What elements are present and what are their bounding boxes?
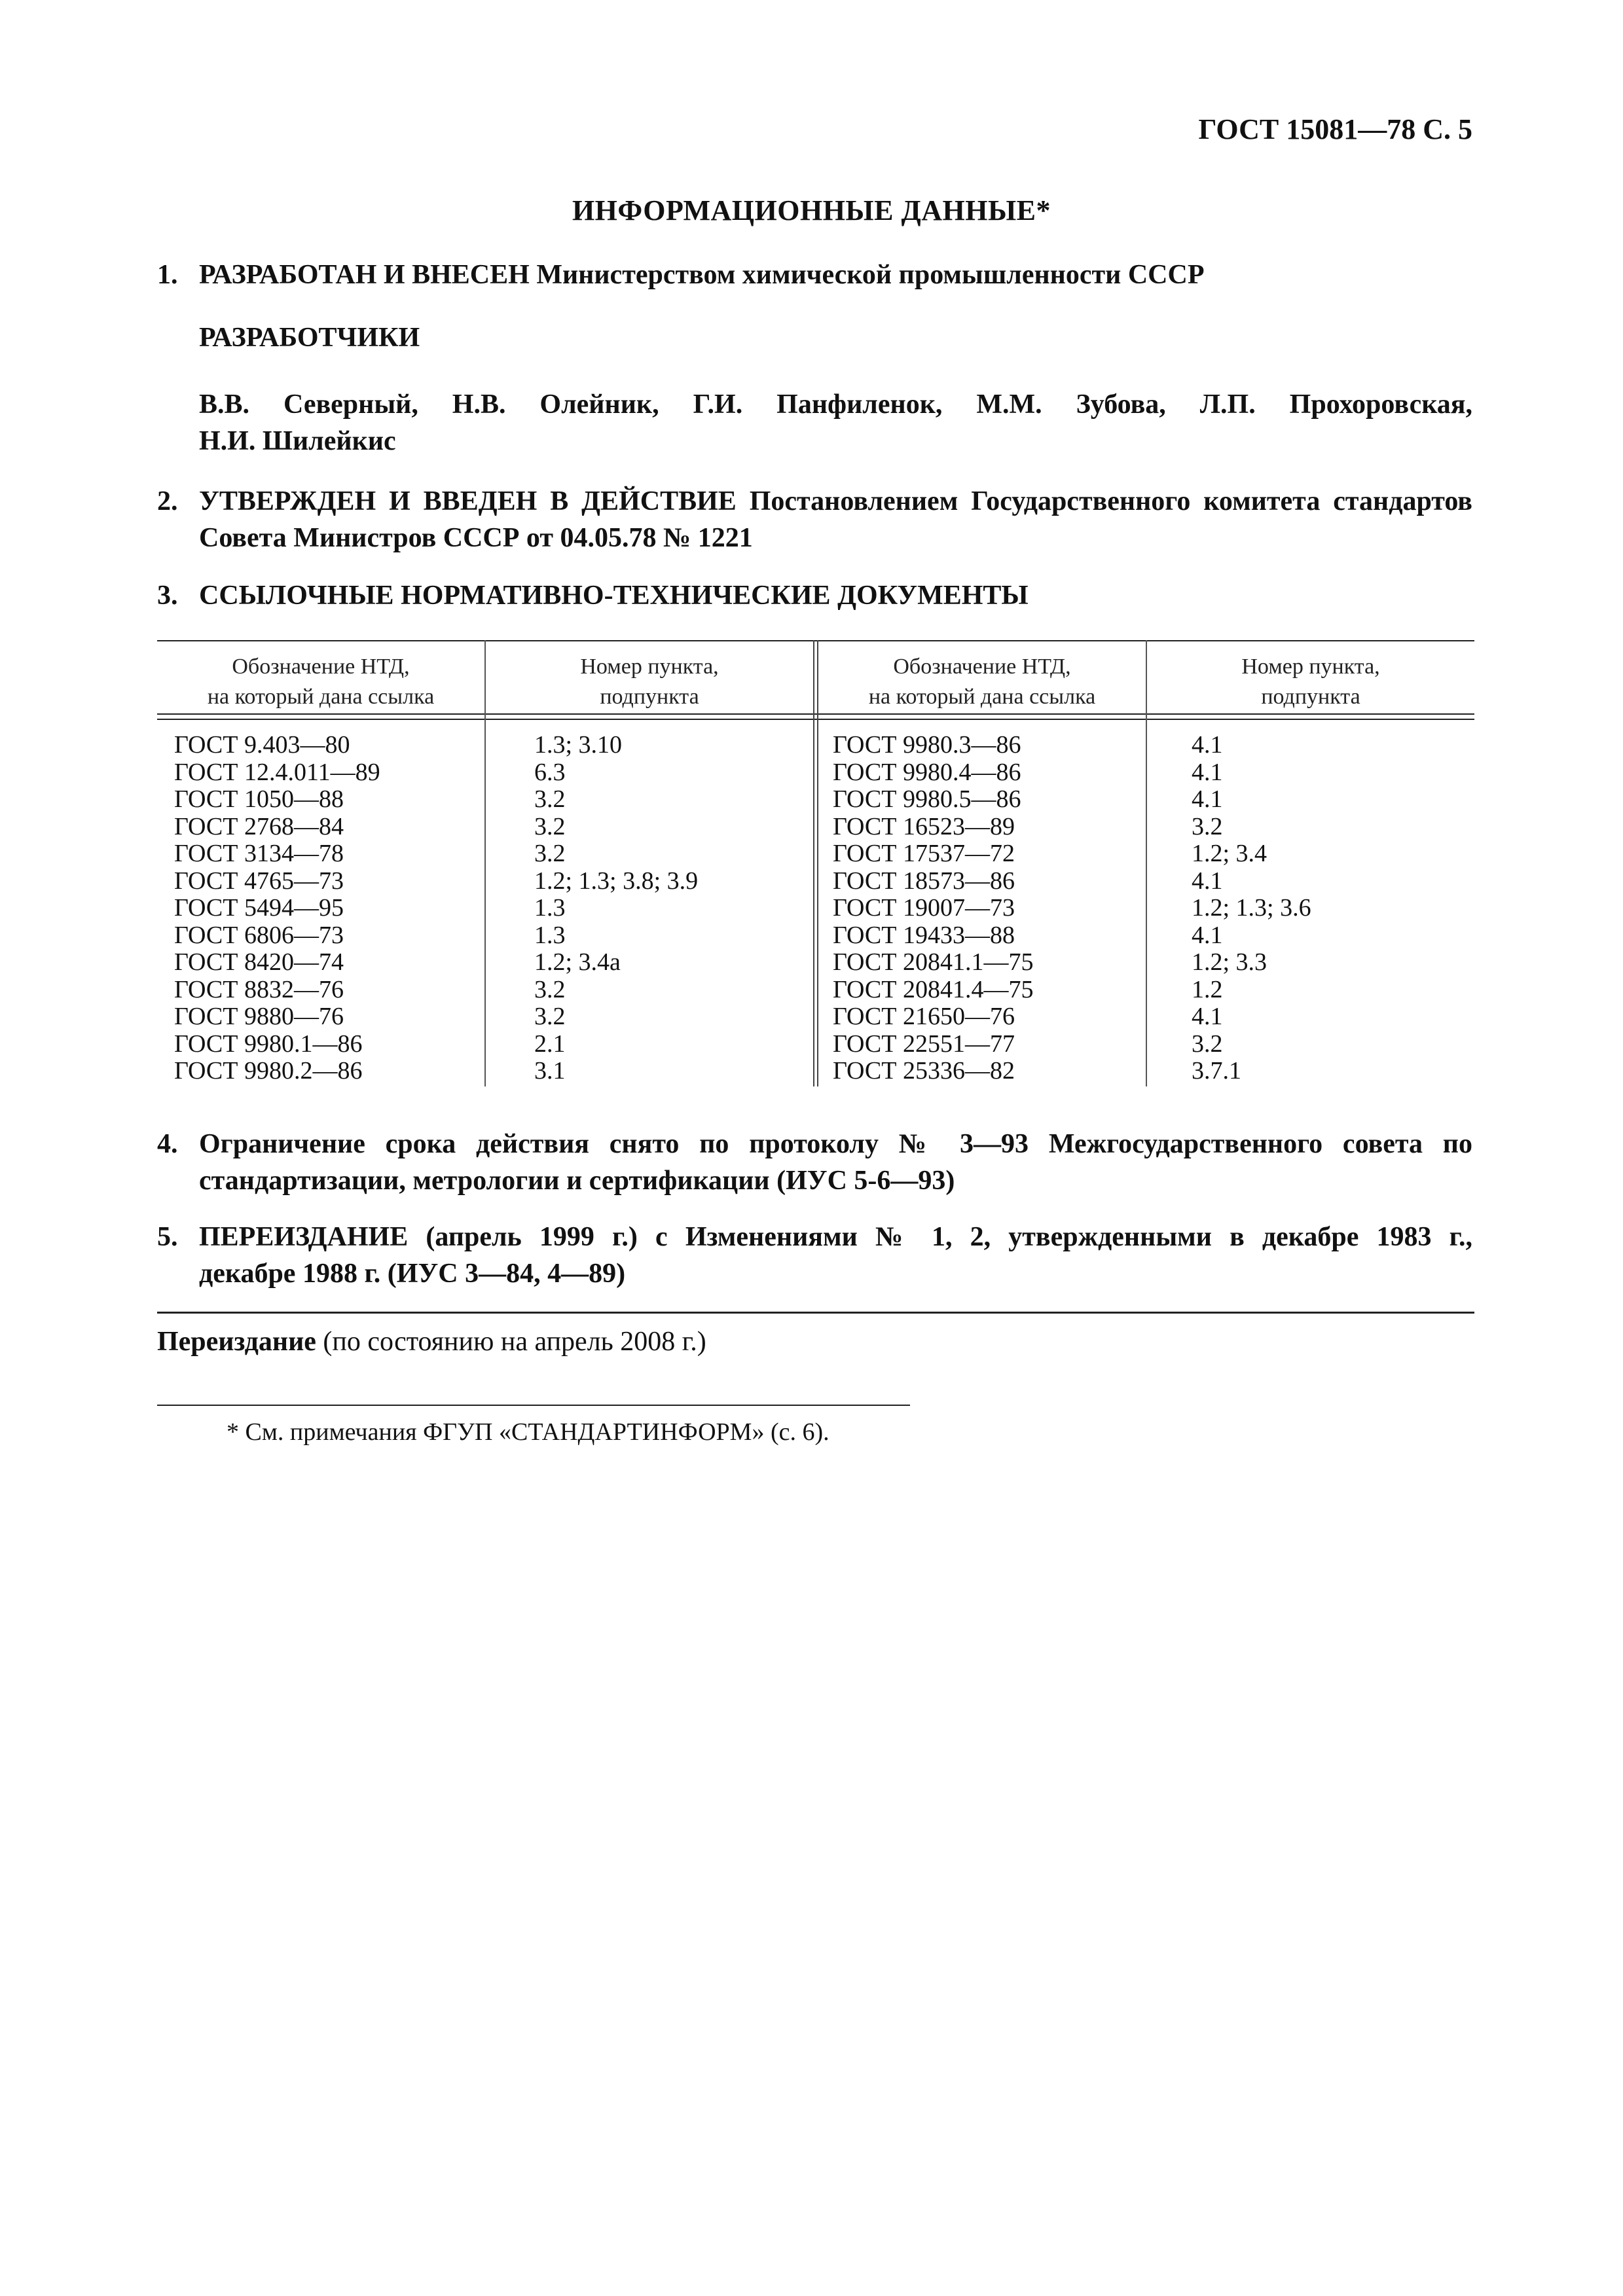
developers-names (199, 386, 1472, 459)
table-cell: 4.1 (1192, 731, 1223, 759)
table-cell: ГОСТ 9980.1—86 (174, 1030, 363, 1058)
item-2-lead: УТВЕРЖДЕН И ВВЕДЕН В ДЕЙСТВИЕ (199, 486, 737, 516)
item-4 (157, 1126, 1472, 1199)
table-cell: ГОСТ 21650—76 (833, 1003, 1015, 1030)
table-cell: 6.3 (534, 758, 566, 786)
item-number: 3. (157, 581, 178, 611)
table-cell: ГОСТ 3134—78 (174, 840, 344, 867)
table-cell: 1.2; 1.3; 3.8; 3.9 (534, 867, 699, 895)
table-cell: 1.3 (534, 894, 566, 922)
item-5 (157, 1219, 1472, 1292)
item-4-line-2: стандартизации, метрологии и сертификации (ИУС 5-6—93) (199, 1166, 955, 1196)
page-header: ГОСТ 15081—78 С. 5 (1198, 113, 1472, 145)
item-5-line-2: декабре 1988 г. (ИУС 3—84, 4—89) (199, 1259, 626, 1289)
table-cell: ГОСТ 2768—84 (174, 812, 344, 840)
header-doc-left: Обозначение НТД, на который дана ссылка (207, 655, 435, 709)
footnote-divider (157, 1405, 910, 1406)
item-4-line-1: Ограничение срока действия снято по протоколу № 3—93 Межгосударственного совета по (199, 1129, 1472, 1159)
table-cell: ГОСТ 17537—72 (833, 840, 1015, 867)
table-cell: ГОСТ 6806—73 (174, 921, 344, 949)
table-cell: 3.2 (534, 785, 566, 813)
item-1-lead: РАЗРАБОТАН И ВНЕСЕН (199, 260, 530, 290)
table-cell: ГОСТ 20841.1—75 (833, 948, 1034, 976)
table-cell: 4.1 (1192, 785, 1223, 813)
table-cell: 1.2; 1.3; 3.6 (1192, 894, 1311, 922)
reprint-lead: Переиздание (157, 1327, 316, 1357)
table-cell: 3.2 (1192, 812, 1223, 840)
table-cell: ГОСТ 19007—73 (833, 894, 1015, 922)
table-cell: 3.2 (534, 812, 566, 840)
developers-line-2: Н.И. Шилейкис (199, 426, 396, 456)
table-cell: ГОСТ 9980.3—86 (833, 731, 1021, 759)
item-2-line-2: Совета Министров СССР от 04.05.78 № 1221 (199, 523, 753, 553)
column-separator-double (813, 640, 818, 1086)
item-3 (157, 577, 1472, 614)
header-points-left: Номер пункта, подпункта (580, 655, 719, 709)
table-cell: ГОСТ 4765—73 (174, 867, 344, 895)
developers-line-1: В.В. Северный, Н.В. Олейник, Г.И. Панфиленок, М.М. Зубова, Л.П. Прохоровская, (199, 389, 1472, 420)
column-docs-left (174, 732, 380, 1085)
item-3-heading: ССЫЛОЧНЫЕ НОРМАТИВНО-ТЕХНИЧЕСКИЕ ДОКУМЕНТЫ (199, 581, 1029, 611)
column-points-right (1192, 732, 1311, 1085)
table-cell: 3.2 (534, 840, 566, 867)
column-docs-right (833, 732, 1034, 1085)
table-cell: 4.1 (1192, 1003, 1223, 1030)
table-cell: 3.2 (1192, 1030, 1223, 1058)
table-cell: ГОСТ 12.4.011—89 (174, 758, 380, 786)
item-2-line-1 (199, 483, 1472, 520)
header-doc-right: Обозначение НТД, на который дана ссылка (868, 655, 1096, 709)
table-cell: ГОСТ 8832—76 (174, 975, 344, 1003)
table-cell: 3.2 (534, 1003, 566, 1030)
table-cell: 4.1 (1192, 921, 1223, 949)
column-points-left (534, 732, 698, 1085)
table-cell: 3.2 (534, 975, 566, 1003)
item-number: 4. (157, 1129, 178, 1159)
table-cell: 3.7.1 (1192, 1057, 1241, 1085)
item-2-text: Постановлением Государственного комитета стандартов (736, 486, 1472, 516)
item-number: 1. (157, 260, 178, 290)
item-5-line-1: ПЕРЕИЗДАНИЕ (апрель 1999 г.) с Изменениями № 1, 2, утвержденными в декабре 1983 г., (199, 1222, 1472, 1252)
reprint-text: (по состоянию на апрель 2008 г.) (316, 1327, 706, 1357)
table-cell: ГОСТ 9980.4—86 (833, 758, 1021, 786)
table-cell: ГОСТ 25336—82 (833, 1057, 1015, 1085)
table-cell: ГОСТ 20841.4—75 (833, 975, 1034, 1003)
table-cell: 4.1 (1192, 867, 1223, 895)
header-points-right: Номер пункта, подпункта (1241, 655, 1380, 709)
section-divider (157, 1312, 1474, 1314)
table-cell: 1.2; 3.4 (1192, 840, 1267, 867)
item-number: 5. (157, 1222, 178, 1252)
table-cell: 1.2; 3.3 (1192, 948, 1267, 976)
table-cell: 2.1 (534, 1030, 566, 1058)
table-cell: ГОСТ 8420—74 (174, 948, 344, 976)
item-1 (157, 257, 1472, 293)
table-cell: ГОСТ 9980.2—86 (174, 1057, 363, 1085)
table-cell: ГОСТ 9980.5—86 (833, 785, 1021, 813)
reprint-note (157, 1326, 706, 1357)
table-cell: ГОСТ 19433—88 (833, 921, 1015, 949)
item-number: 2. (157, 486, 178, 516)
document-title: ИНФОРМАЦИОННЫЕ ДАННЫЕ* (572, 194, 1051, 226)
footnote: * См. примечания ФГУП «СТАНДАРТИНФОРМ» (с. 6). (227, 1418, 830, 1446)
table-cell: ГОСТ 9.403—80 (174, 731, 350, 759)
table-cell: 4.1 (1192, 758, 1223, 786)
table-cell: ГОСТ 9880—76 (174, 1003, 344, 1030)
table-cell: ГОСТ 22551—77 (833, 1030, 1015, 1058)
table-cell: ГОСТ 1050—88 (174, 785, 344, 813)
table-cell: 3.1 (534, 1057, 566, 1085)
table-cell: 1.2; 3.4а (534, 948, 621, 976)
table-cell: 1.3; 3.10 (534, 731, 623, 759)
item-1-text: Министерством химической промышленности СССР (529, 260, 1205, 290)
table-cell: ГОСТ 16523—89 (833, 812, 1015, 840)
table-cell: ГОСТ 18573—86 (833, 867, 1015, 895)
item-2 (157, 483, 1472, 556)
developers-heading: РАЗРАБОТЧИКИ (199, 323, 420, 353)
table-cell: 1.3 (534, 921, 566, 949)
table-cell: 1.2 (1192, 975, 1223, 1003)
table-cell: ГОСТ 5494—95 (174, 894, 344, 922)
